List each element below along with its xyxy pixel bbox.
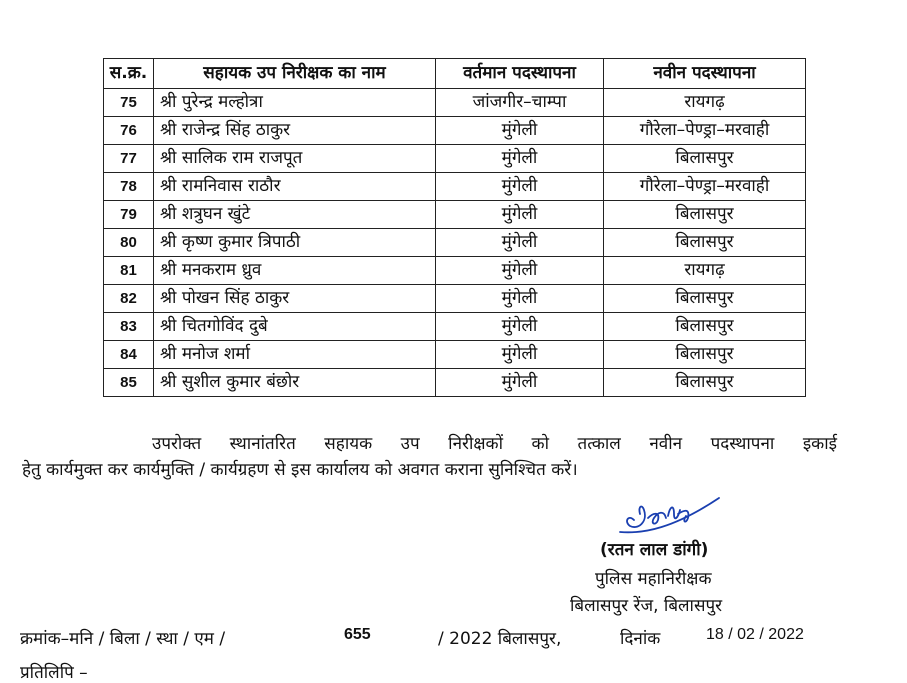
name-cell: श्री शत्रुघन खुंटे	[154, 201, 436, 229]
table-body	[104, 89, 806, 397]
copy-to-heading: प्रतिलिपि –	[20, 663, 88, 683]
table-row	[104, 369, 806, 397]
current-posting-cell: मुंगेली	[436, 229, 604, 257]
signer-name: (रतन लाल डांगी)	[600, 540, 709, 560]
serial-cell: 84	[104, 341, 154, 369]
serial-cell: 83	[104, 313, 154, 341]
table-row	[104, 313, 806, 341]
name-cell: श्री पुरेन्द्र मल्होत्रा	[154, 89, 436, 117]
table-row	[104, 89, 806, 117]
table-header-row	[104, 59, 806, 89]
serial-cell: 78	[104, 173, 154, 201]
serial-cell: 76	[104, 117, 154, 145]
order-date-label: दिनांक	[620, 629, 661, 649]
current-posting-cell: मुंगेली	[436, 145, 604, 173]
new-posting-cell: बिलासपुर	[604, 313, 806, 341]
signature-scribble	[614, 492, 724, 542]
new-posting-cell: बिलासपुर	[604, 201, 806, 229]
signer-office: बिलासपुर रेंज, बिलासपुर	[570, 596, 723, 616]
signer-designation: पुलिस महानिरीक्षक	[595, 569, 712, 589]
current-posting-cell: मुंगेली	[436, 313, 604, 341]
table-row	[104, 257, 806, 285]
order-year-place: / 2022 बिलासपुर,	[438, 629, 562, 649]
table-row	[104, 201, 806, 229]
name-cell: श्री मनकराम ध्रुव	[154, 257, 436, 285]
name-cell: श्री पोखन सिंह ठाकुर	[154, 285, 436, 313]
table-row	[104, 173, 806, 201]
serial-cell: 81	[104, 257, 154, 285]
table-row	[104, 229, 806, 257]
name-cell: श्री चितगोविंद दुबे	[154, 313, 436, 341]
current-posting-cell: मुंगेली	[436, 201, 604, 229]
name-cell: श्री मनोज शर्मा	[154, 341, 436, 369]
new-posting-cell: बिलासपुर	[604, 285, 806, 313]
name-cell: श्री कृष्ण कुमार त्रिपाठी	[154, 229, 436, 257]
table-row	[104, 117, 806, 145]
name-cell: श्री रामनिवास राठौर	[154, 173, 436, 201]
new-posting-cell: बिलासपुर	[604, 341, 806, 369]
new-posting-cell: रायगढ़	[604, 89, 806, 117]
header-new-posting: नवीन पदस्थापना	[604, 59, 806, 89]
current-posting-cell: मुंगेली	[436, 257, 604, 285]
name-cell: श्री सालिक राम राजपूत	[154, 145, 436, 173]
current-posting-cell: मुंगेली	[436, 369, 604, 397]
new-posting-cell: बिलासपुर	[604, 369, 806, 397]
new-posting-cell: गौरेला–पेण्ड्रा–मरवाही	[604, 117, 806, 145]
header-serial: स.क्र.	[104, 59, 154, 89]
new-posting-cell: बिलासपुर	[604, 229, 806, 257]
serial-cell: 85	[104, 369, 154, 397]
current-posting-cell: मुंगेली	[436, 117, 604, 145]
serial-cell: 82	[104, 285, 154, 313]
table-row	[104, 341, 806, 369]
new-posting-cell: बिलासपुर	[604, 145, 806, 173]
table-row	[104, 285, 806, 313]
instruction-line-2: हेतु कार्यमुक्त कर कार्यमुक्ति / कार्यग्रहण से इस कार्यालय को अवगत कराना सुनिश्चित करें।	[22, 460, 578, 480]
new-posting-cell: गौरेला–पेण्ड्रा–मरवाही	[604, 173, 806, 201]
serial-cell: 80	[104, 229, 154, 257]
header-current-posting: वर्तमान पदस्थापना	[436, 59, 604, 89]
current-posting-cell: मुंगेली	[436, 173, 604, 201]
name-cell: श्री राजेन्द्र सिंह ठाकुर	[154, 117, 436, 145]
table-row	[104, 145, 806, 173]
order-date: 18 / 02 / 2022	[706, 626, 804, 643]
current-posting-cell: मुंगेली	[436, 285, 604, 313]
transfer-table	[103, 58, 806, 397]
instruction-line-1: उपरोक्त स्थानांतरित सहायक उप निरीक्षकों को तत्काल नवीन पदस्थापना इकाई	[152, 434, 837, 454]
serial-cell: 79	[104, 201, 154, 229]
serial-cell: 75	[104, 89, 154, 117]
new-posting-cell: रायगढ़	[604, 257, 806, 285]
serial-cell: 77	[104, 145, 154, 173]
order-prefix: क्रमांक–मनि / बिला / स्था / एम /	[20, 629, 226, 649]
current-posting-cell: मुंगेली	[436, 341, 604, 369]
name-cell: श्री सुशील कुमार बंछोर	[154, 369, 436, 397]
order-number: 655	[344, 626, 371, 643]
header-name: सहायक उप निरीक्षक का नाम	[154, 59, 436, 89]
current-posting-cell: जांजगीर–चाम्पा	[436, 89, 604, 117]
